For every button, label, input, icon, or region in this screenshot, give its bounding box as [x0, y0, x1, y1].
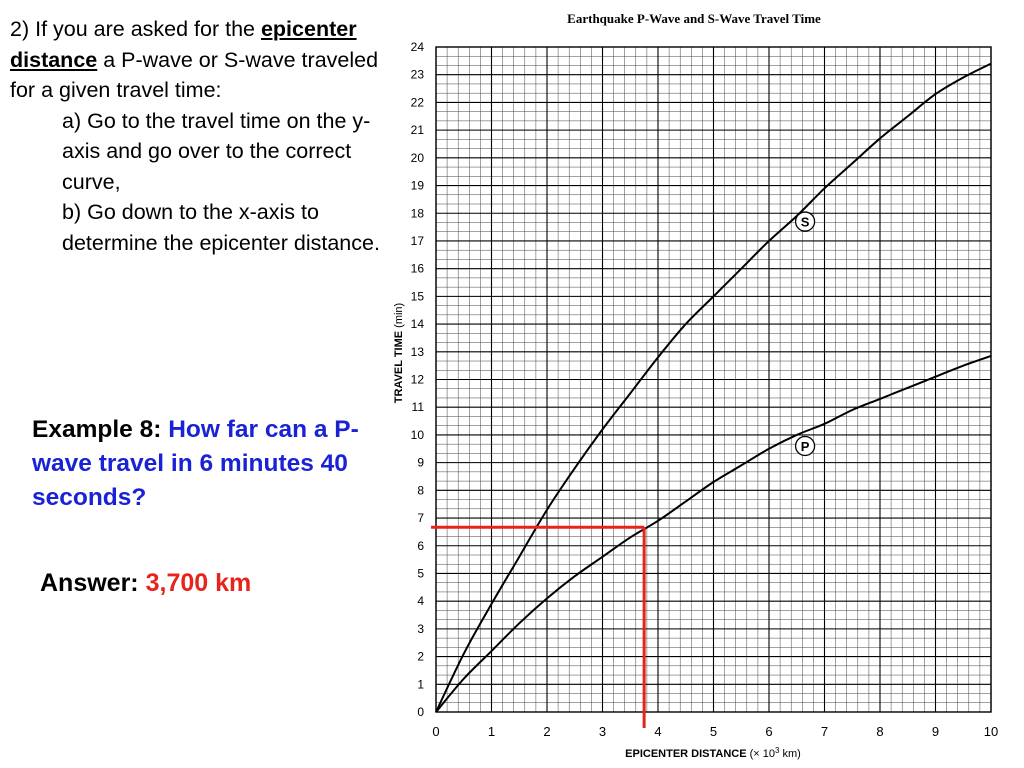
x-tick-label: 2 — [543, 724, 551, 739]
series-label-p: P — [800, 439, 810, 454]
x-tick-label: 10 — [983, 724, 999, 739]
y-tick-label: 20 — [410, 150, 424, 165]
y-tick-label: 4 — [417, 594, 424, 609]
y-tick-label: 21 — [410, 123, 424, 138]
y-tick-label: 14 — [410, 317, 424, 332]
y-tick-label: 17 — [410, 233, 424, 248]
x-axis-label-main: EPICENTER DISTANCE — [625, 748, 747, 760]
annotation — [431, 527, 644, 728]
tick-labels — [411, 40, 999, 739]
y-tick-label: 8 — [417, 483, 424, 498]
x-tick-label: 6 — [765, 724, 773, 739]
x-tick-label: 9 — [931, 724, 940, 739]
y-tick-label: 24 — [410, 40, 424, 54]
x-tick-label: 5 — [709, 724, 718, 739]
y-tick-label: 5 — [417, 566, 424, 581]
x-tick-label: 1 — [487, 724, 496, 739]
y-tick-label: 7 — [417, 511, 424, 526]
y-tick-label: 10 — [410, 427, 424, 442]
y-tick-label: 18 — [410, 206, 424, 221]
y-tick-label: 15 — [410, 289, 424, 304]
x-axis-label-exponent: 3 — [775, 746, 780, 755]
x-axis-label — [625, 746, 801, 760]
example-label: Example 8: — [32, 416, 169, 443]
y-axis-label — [393, 303, 405, 403]
y-tick-label: 22 — [410, 95, 424, 110]
y-tick-label: 0 — [417, 705, 424, 719]
y-tick-label: 16 — [410, 261, 424, 276]
x-tick-label: 0 — [432, 724, 440, 739]
x-tick-label: 8 — [876, 724, 884, 739]
chart-title: Earthquake P-Wave and S-Wave Travel Time — [567, 11, 821, 26]
intro-text: 2) If you are asked for the — [10, 17, 261, 41]
intro-text-end: a P-wave or S-wave traveled for a given travel time: — [10, 47, 379, 102]
y-tick-label: 19 — [410, 178, 424, 193]
major-grid — [436, 47, 991, 712]
travel-time-chart — [380, 0, 1020, 768]
y-tick-label: 11 — [411, 400, 424, 415]
step-a: a) Go to the travel time on the y-axis and go over to the correct curve, — [62, 108, 371, 194]
answer — [40, 569, 251, 598]
answer-value: 3,700 km — [145, 569, 252, 597]
x-tick-label: 7 — [820, 724, 829, 739]
intro-paragraph — [10, 14, 380, 106]
steps-list — [10, 106, 380, 259]
x-axis-label-unit: (× 10 — [746, 748, 776, 760]
y-tick-label: 13 — [410, 344, 424, 359]
step-b: b) Go down to the x-axis to determine the epicenter distance. — [62, 200, 380, 255]
y-tick-label: 1 — [417, 677, 424, 692]
y-tick-label: 23 — [410, 67, 424, 82]
x-tick-label: 3 — [598, 724, 607, 739]
y-tick-label: 3 — [417, 621, 424, 636]
x-tick-label: 4 — [654, 724, 662, 739]
example-question — [32, 413, 372, 515]
y-tick-label: 2 — [417, 649, 424, 664]
y-tick-label: 9 — [417, 455, 424, 470]
instructions — [10, 14, 380, 258]
series-labels — [796, 212, 815, 455]
intro-emphasis: epicenter distance — [10, 17, 357, 72]
y-tick-label: 12 — [410, 372, 424, 387]
example-text: How far can a P-wave travel in 6 minutes 40 seconds? — [32, 416, 359, 511]
y-tick-label: 6 — [417, 538, 424, 553]
answer-label: Answer: — [40, 569, 146, 597]
y-axis-label-main: TRAVEL TIME — [393, 330, 405, 404]
x-axis-label-unit-end: km) — [779, 748, 801, 760]
y-axis-label-unit: (min) — [393, 302, 405, 331]
series-label-s: S — [800, 214, 810, 230]
